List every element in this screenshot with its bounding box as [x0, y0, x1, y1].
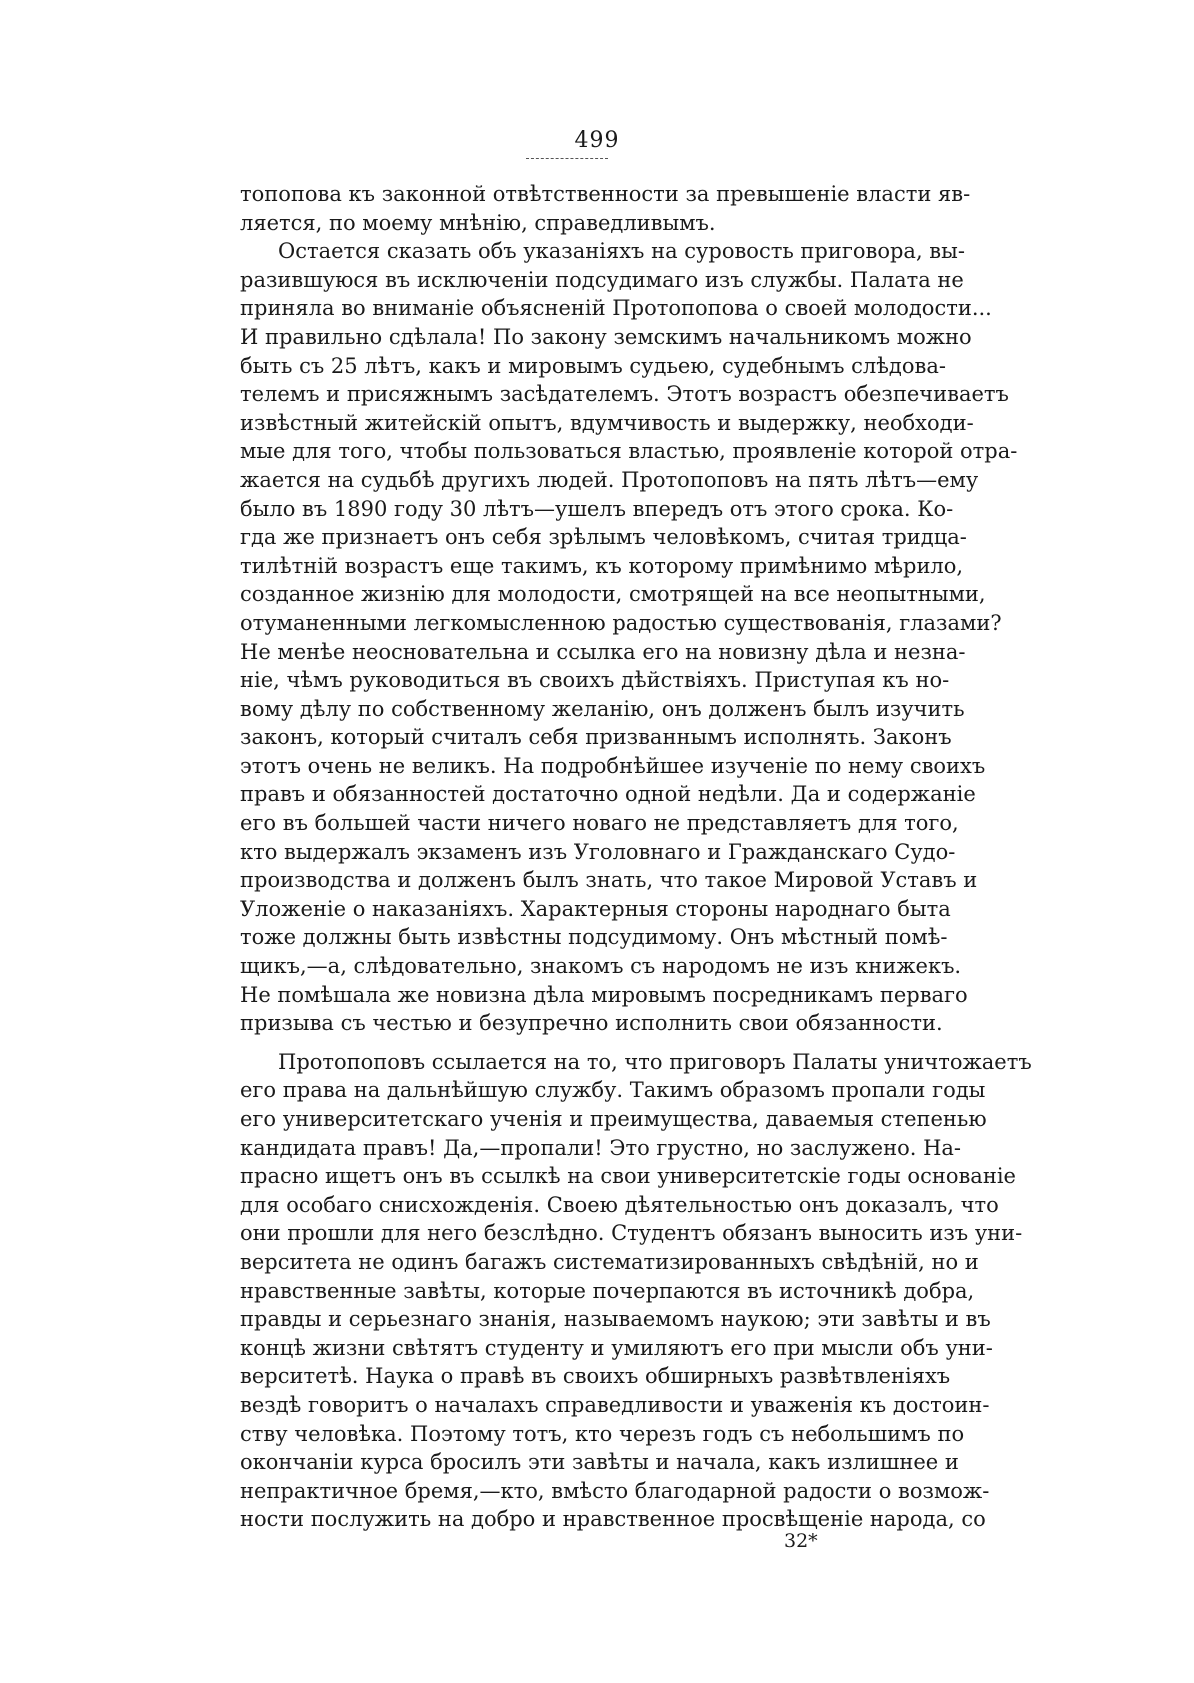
text-line: Не менѣе неосновательна и ссылка его на новизну дѣла и незна- — [240, 639, 966, 664]
text-line: ству человѣка. Поэтому тотъ, кто черезъ годъ съ небольшимъ по — [240, 1421, 965, 1446]
text-line: ляется, по моему мнѣнію, справедливымъ. — [240, 210, 716, 235]
text-line: телемъ и присяжнымъ засѣдателемъ. Этотъ возрастъ обезпечиваетъ — [240, 382, 1009, 407]
text-line: щикъ,—а, слѣдовательно, знакомъ съ народомъ не изъ книжекъ. — [240, 954, 962, 979]
text-line: производства и долженъ былъ знать, что такое Мировой Уставъ и — [240, 868, 978, 893]
text-line: кто выдержалъ экзаменъ изъ Уголовнаго и Гражданскаго Судо- — [240, 839, 956, 864]
text-line: жается на судьбѣ другихъ людей. Протопоповъ на пять лѣтъ—ему — [240, 467, 979, 492]
text-line: его въ большей части ничего новаго не представляетъ для того, — [240, 811, 959, 836]
text-line: верситетѣ. Наука о правѣ въ своихъ обширныхъ развѣтвленіяхъ — [240, 1364, 951, 1389]
text-line: верситета не одинъ багажъ систематизированныхъ свѣдѣній, но и — [240, 1249, 979, 1274]
text-line: ніе, чѣмъ руководиться въ своихъ дѣйствіяхъ. Приступая къ но- — [240, 668, 950, 693]
page-number: 499 — [574, 128, 620, 153]
text-line: правъ и обязанностей достаточно одной недѣли. Да и содержаніе — [240, 782, 976, 807]
text-line: вому дѣлу по собственному желанію, онъ долженъ былъ изучить — [240, 696, 965, 721]
signature-mark: 32* — [784, 1530, 818, 1552]
text-line: прасно ищетъ онъ въ ссылкѣ на свои университетскіе годы основаніе — [240, 1164, 1016, 1189]
text-line: окончаніи курса бросилъ эти завѣты и начала, какъ излишнее и — [240, 1450, 959, 1475]
text-line: было въ 1890 году 30 лѣтъ—ушелъ впередъ отъ этого срока. Ко- — [240, 496, 954, 521]
text-line: созданное жизнію для молодости, смотрящей на все неопытными, — [240, 582, 986, 607]
text-line: приняла во вниманіе объясненій Протопопова о своей молодости... — [240, 296, 992, 321]
text-line: топопова къ законной отвѣтственности за превышеніе власти яв- — [240, 182, 971, 206]
text-line: отуманенными легкомысленною радостью существованія, глазами? — [240, 610, 1002, 635]
text-line: Остается сказать объ указаніяхъ на суровость приговора, вы- — [278, 239, 965, 264]
text-line: непрактичное бремя,—кто, вмѣсто благодарной радости о возмож- — [240, 1478, 990, 1503]
text-line: этотъ очень не великъ. На подробнѣйшее изученіе по нему своихъ — [240, 753, 986, 778]
text-line: Протопоповъ ссылается на то, что приговоръ Палаты уничтожаетъ — [278, 1049, 1032, 1074]
text-line: И правильно сдѣлала! По закону земскимъ начальникомъ можно — [240, 324, 972, 349]
page-number-rule — [526, 158, 608, 159]
text-line: они прошли для него безслѣдно. Студентъ обязанъ выносить изъ уни- — [240, 1221, 1023, 1246]
text-line: мые для того, чтобы пользоваться властью, проявленіе которой отра- — [240, 439, 1018, 464]
text-line: Не помѣшала же новизна дѣла мировымъ посредникамъ перваго — [240, 982, 968, 1007]
text-line: быть съ 25 лѣтъ, какъ и мировымъ судьею, судебнымъ слѣдова- — [240, 353, 946, 378]
text-line: разившуюся въ исключеніи подсудимаго изъ службы. Палата не — [240, 267, 964, 292]
text-line: его права на дальнѣйшую службу. Такимъ образомъ пропали годы — [240, 1078, 986, 1103]
text-line: его университетскаго ученія и преимущества, даваемыя степенью — [240, 1107, 987, 1131]
text-line: нравственные завѣты, которые почерпаются въ источникѣ добра, — [240, 1278, 975, 1303]
body-text — [240, 180, 1032, 1570]
text-line: для особаго снисхожденія. Своею дѣятельностью онъ доказалъ, что — [240, 1192, 999, 1217]
text-line: кандидата правъ! Да,—пропали! Это грустно, но заслужено. На- — [240, 1135, 961, 1160]
text-line: законъ, который считалъ себя призваннымъ исполнять. Законъ — [240, 725, 952, 750]
text-line: гда же признаетъ онъ себя зрѣлымъ человѣкомъ, считая тридца- — [240, 525, 967, 550]
text-line: Уложеніе о наказаніяхъ. Характерныя стороны народнаго быта — [240, 896, 951, 921]
text-line: вездѣ говоритъ о началахъ справедливости и уваженія къ достоин- — [240, 1392, 990, 1417]
text-line: тоже должны быть извѣстны подсудимому. Онъ мѣстный помѣ- — [240, 925, 948, 950]
text-line: призыва съ честью и безупречно исполнить свои обязанности. — [240, 1011, 943, 1036]
text-line: концѣ жизни свѣтятъ студенту и умиляютъ его при мысли объ уни- — [240, 1335, 993, 1360]
text-line: тилѣтній возрастъ еще такимъ, къ которому примѣнимо мѣрило, — [240, 553, 964, 578]
text-line: ности послужить на добро и нравственное просвѣщеніе народа, со — [240, 1507, 986, 1532]
text-line: извѣстный житейскій опытъ, вдумчивость и выдержку, необходи- — [240, 410, 974, 435]
text-line: правды и серьезнаго знанія, называемомъ наукою; эти завѣты и въ — [240, 1307, 991, 1332]
